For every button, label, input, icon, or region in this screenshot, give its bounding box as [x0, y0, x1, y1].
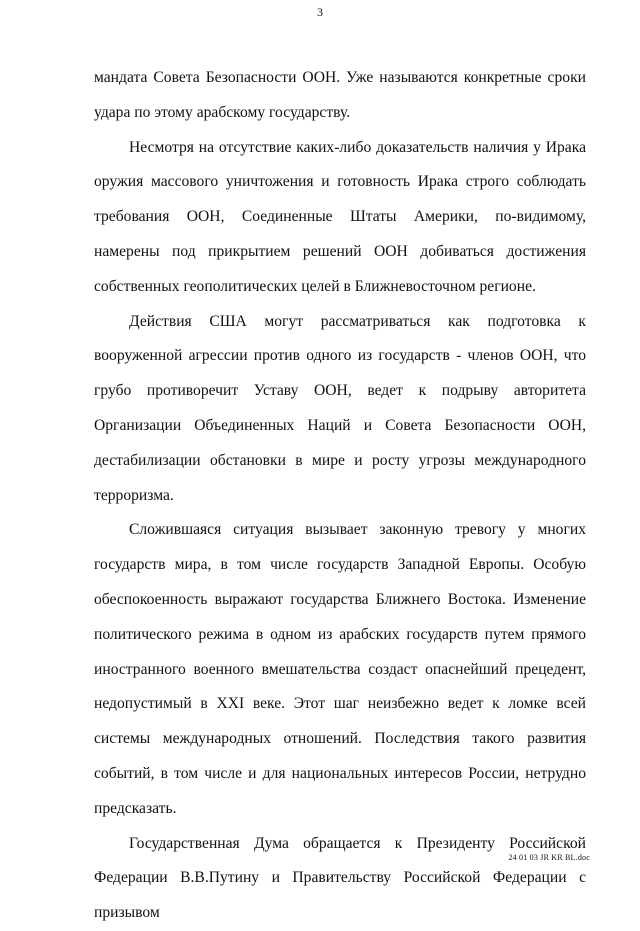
paragraph-duma-appeal: Государственная Дума обращается к Президенту Российской Федерации В.В.Путину и Правительству Российской Федерации с призывом [94, 834, 586, 922]
page-number: 3 [317, 5, 323, 19]
paragraph-usa-actions: Действия США могут рассматриваться как подготовка к вооруженной агрессии против одного из государств - членов ООН, что грубо противоречит Уставу ООН, ведет к подрыву авторитета Организации Объединенных Наций и Совета Безопасности ООН, дестабилизации обстановки в мире и росту угрозы международного терроризма. [94, 312, 586, 504]
document-body [94, 61, 586, 931]
footer-filename: 24 01 03 JR KR BL.doc [508, 853, 590, 862]
paragraph-iraq-evidence: Несмотря на отсутствие каких-либо доказательств наличия у Ирака оружия массового уничтожения и готовность Ирака строго соблюдать требования ООН, Соединенные Штаты Америки, по-видимому, намерены под прикрытием решений ООН добиваться достижения собственных геополитических целей в Ближневосточном регионе. [94, 138, 586, 295]
paragraph-situation-concern: Сложившаяся ситуация вызывает законную тревогу у многих государств мира, в том числе государств Западной Европы. Особую обеспокоенность выражают государства Ближнего Востока. Изменение политического режима в одном из арабских государств путем прямого иностранного военного вмешательства создаст опаснейший прецедент, недопустимый в XXI веке. Этот шаг неизбежно ведет к ломке всей системы международных отношений. Последствия такого развития событий, в том числе и для национальных интересов России, нетрудно предсказать. [94, 521, 586, 817]
paragraph-continuation: мандата Совета Безопасности ООН. Уже называются конкретные сроки удара по этому арабскому государству. [94, 69, 586, 121]
